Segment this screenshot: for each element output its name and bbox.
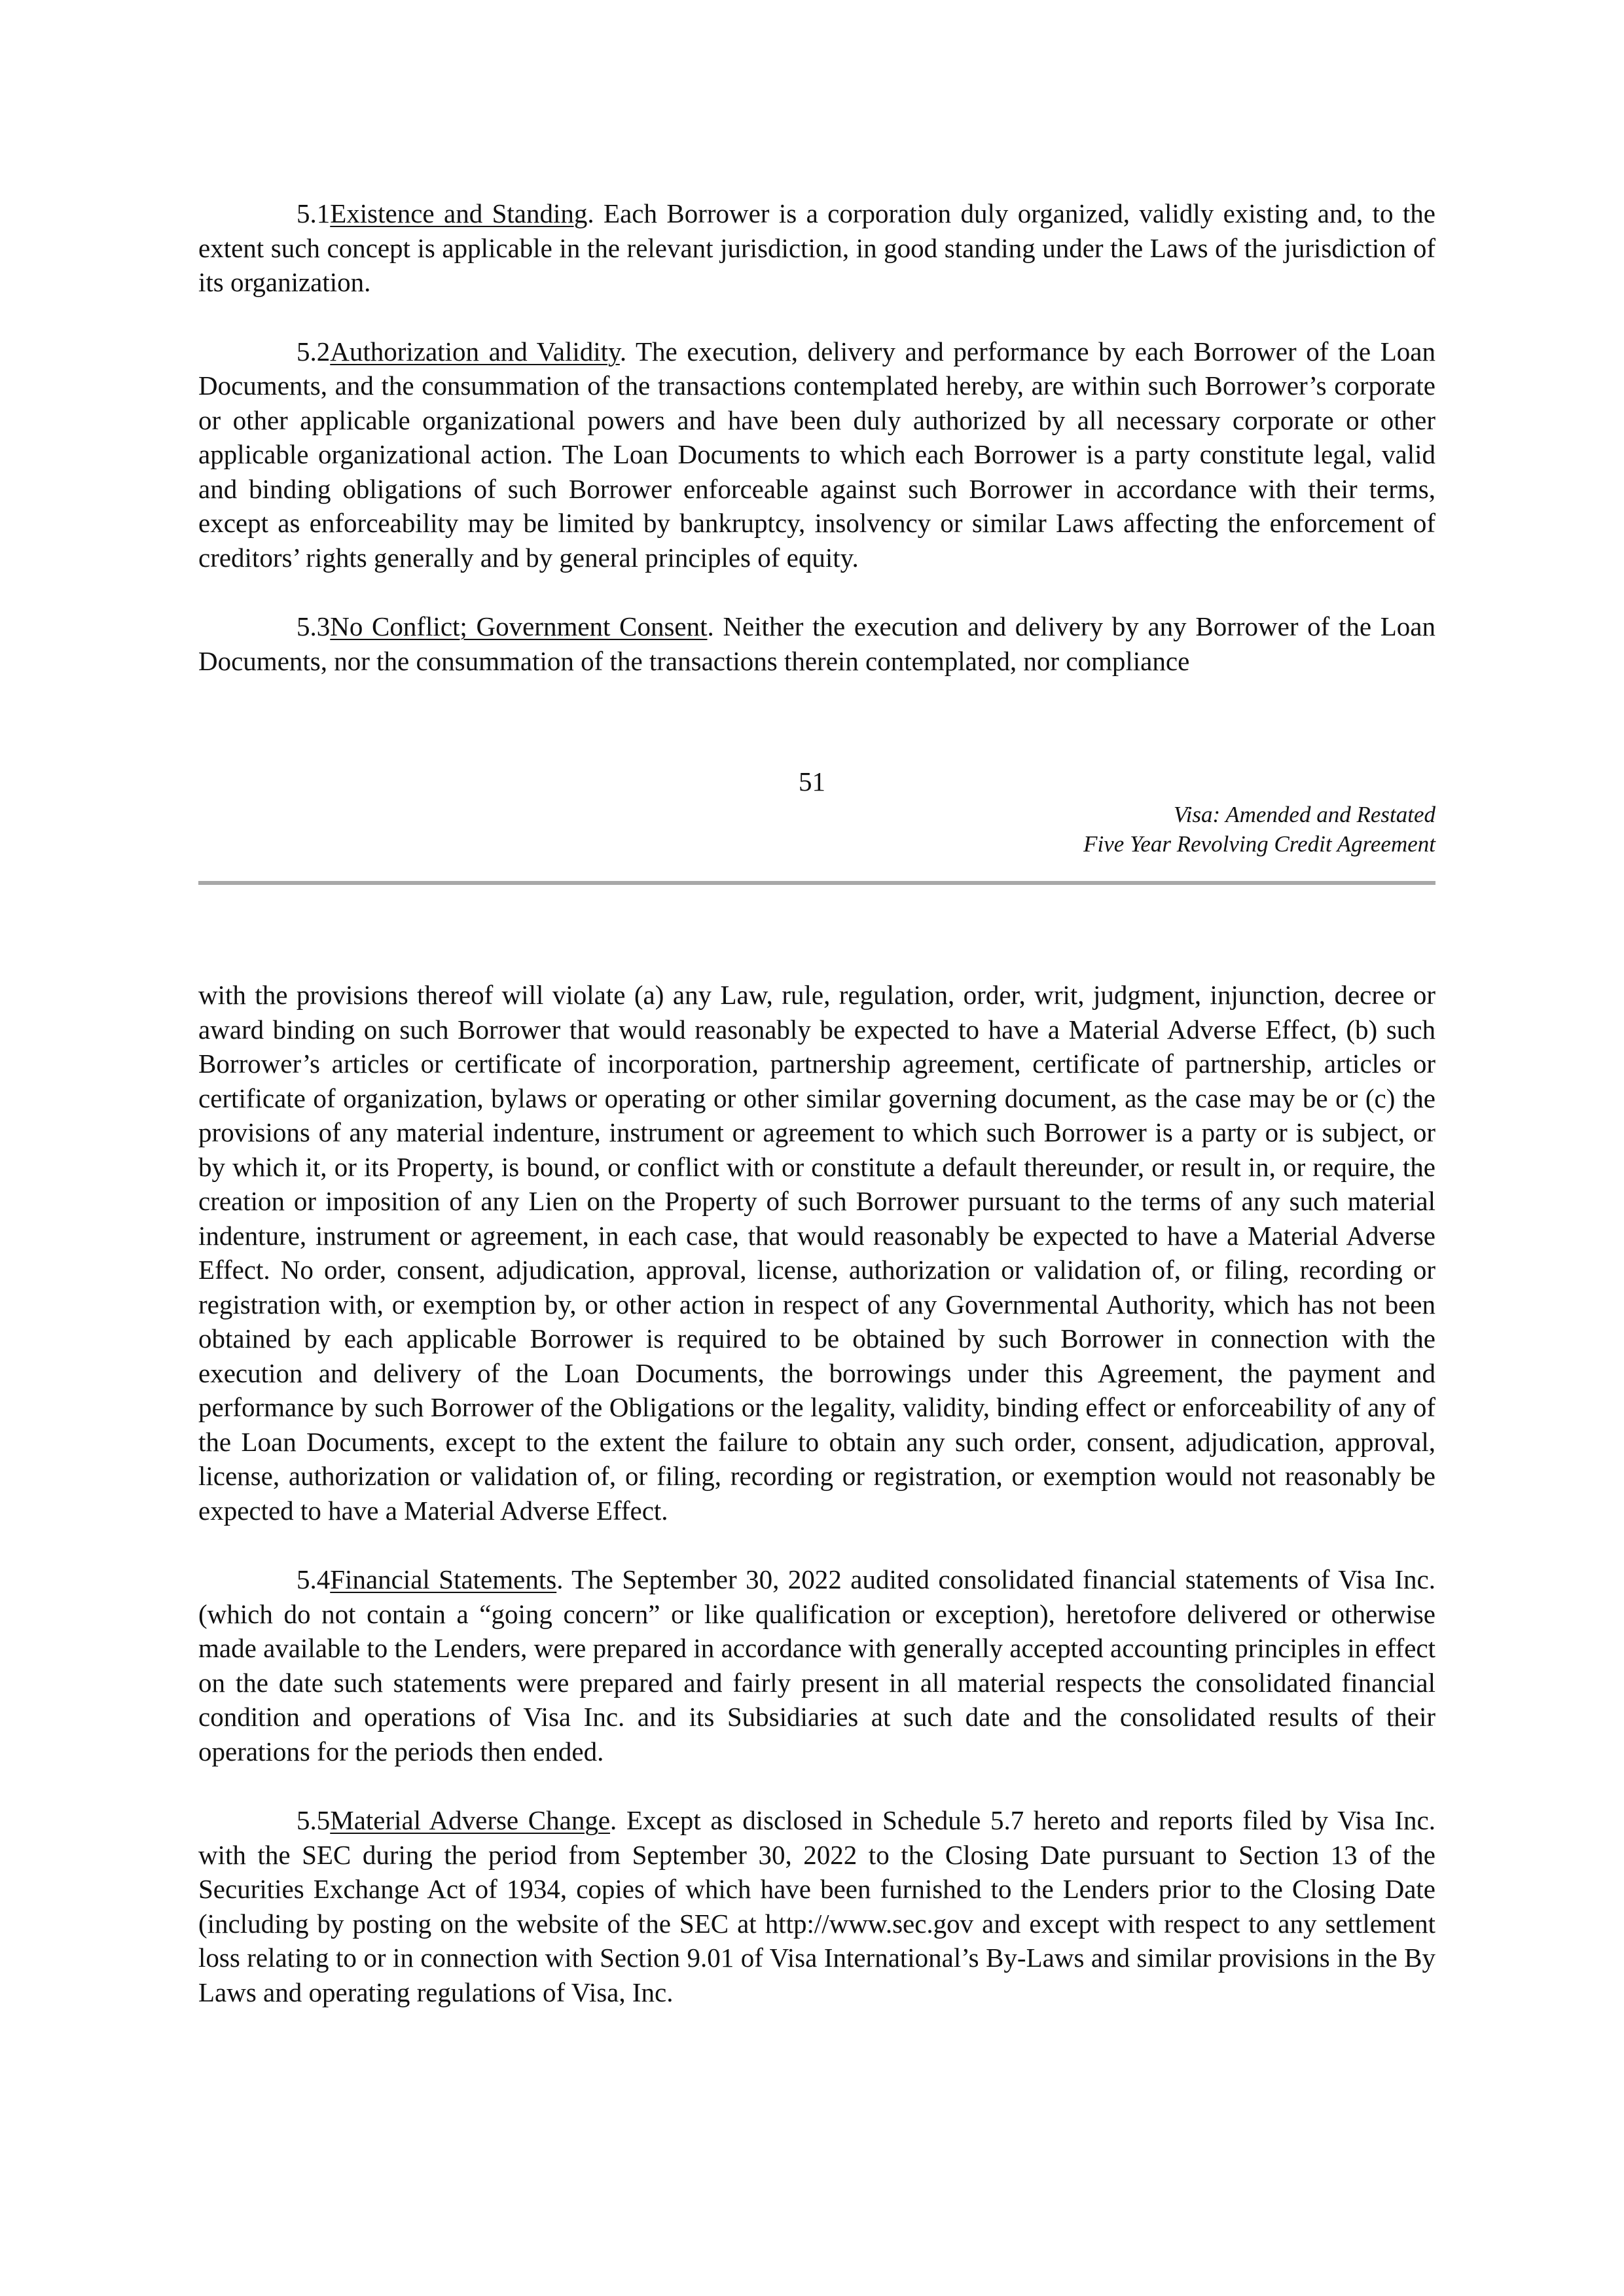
section-text: . Neither the execution and delivery by any Borrower of the Loan Documents, nor the consummation of the transactions therein contemplated, nor compliance: [198, 611, 1436, 676]
top-page-body: [198, 196, 1435, 678]
section-5-3: [198, 609, 1435, 678]
section-text: . The execution, delivery and performance by each Borrower of the Loan Documents, and the consummation of the transactions contemplated hereby, are within such Borrower’s corporate or other applicable organizational powers and have been duly authorized by all necessary corporate or other applicable organizational action. The Loan Documents to which each Borrower is a party constitute legal, valid and binding obligations of such Borrower enforceable against such Borrower in accordance with their terms, except as enforceability may be limited by bankruptcy, insolvency or similar Laws affecting the enforcement of creditors’ rights generally and by general principles of equity.: [198, 336, 1435, 573]
section-text: . Each Borrower is a corporation duly organized, validly existing and, to the extent such concept is applicable in the relevant jurisdiction, in good standing under the Laws of the jurisdiction of its organization.: [198, 198, 1436, 297]
section-heading: Authorization and Validity: [330, 336, 620, 367]
section-number: 5.4: [297, 1564, 331, 1594]
bottom-page-body: [198, 978, 1435, 2009]
section-heading: No Conflict; Government Consent: [330, 611, 708, 641]
section-5-4: [198, 1562, 1435, 1768]
section-heading: Financial Statements: [330, 1564, 557, 1594]
section-heading: Existence and Standing: [330, 198, 588, 228]
section-number: 5.2: [297, 336, 331, 367]
footer-caption-line2: Five Year Revolving Credit Agreement: [1083, 831, 1435, 857]
page-divider: [198, 881, 1435, 885]
section-text: . The September 30, 2022 audited consolidated financial statements of Visa Inc. (which do not contain a “going concern” or like qualification or exception), heretofore delivered or otherwise made available to the Lenders, were prepared in accordance with generally accepted accounting principles in effect on the date such statements were prepared and fairly present in all material respects the consolidated financial condition and operations of Visa Inc. and its Subsidiaries at such date and the consolidated results of their operations for the periods then ended.: [198, 1564, 1435, 1767]
section-number: 5.3: [297, 611, 331, 641]
section-heading: Material Adverse Change: [330, 1805, 611, 1835]
section-5-1: [198, 196, 1435, 300]
section-5-3-continuation: with the provisions thereof will violate (a) any Law, rule, regulation, order, writ, judgment, injunction, decree or award binding on such Borrower that would reasonably be expected to have a Material Adverse Effect, (b) such Borrower’s articles or certificate of incorporation, partnership agreement, certificate of partnership, articles or certificate of organization, bylaws or operating or other similar governing document, as the case may be or (c) the provisions of any material indenture, instrument or agreement to which such Borrower is a party or is subject, or by which it, or its Property, is bound, or conflict with or constitute a default thereunder, or result in, or require, the creation or imposition of any Lien on the Property of such Borrower pursuant to the terms of any such material indenture, instrument or agreement, in each case, that would reasonably be expected to have a Material Adverse Effect. No order, consent, adjudication, approval, license, authorization or validation of, or filing, recording or registration with, or exemption by, or other action in respect of any Governmental Authority, which has not been obtained by each applicable Borrower is required to be obtained by such Borrower in connection with the execution and delivery of the Loan Documents, the borrowings under this Agreement, the payment and performance by such Borrower of the Obligations or the legality, validity, binding effect or enforceability of any of the Loan Documents, except to the extent the failure to obtain any such order, consent, adjudication, approval, license, authorization or validation of, or filing, recording or registration, or exemption would not reasonably be expected to have a Material Adverse Effect.: [198, 980, 1435, 1526]
section-text: . Except as disclosed in Schedule 5.7 hereto and reports filed by Visa Inc. with the SEC during the period from September 30, 2022 to the Closing Date pursuant to Section 13 of the Securities Exchange Act of 1934, copies of which have been furnished to the Lenders prior to the Closing Date (including by posting on the website of the SEC at http://www.sec.gov and except with respect to any settlement loss relating to or in connection with Section 9.01 of Visa International’s By-Laws and similar provisions in the By Laws and operating regulations of Visa, Inc.: [198, 1805, 1435, 2007]
footer-caption-line1: Visa: Amended and Restated: [1173, 802, 1435, 827]
section-number: 5.1: [297, 198, 331, 228]
section-5-2: [198, 334, 1435, 575]
section-number: 5.5: [297, 1805, 331, 1835]
section-5-5: [198, 1803, 1435, 2009]
page-number: 51: [799, 766, 825, 797]
